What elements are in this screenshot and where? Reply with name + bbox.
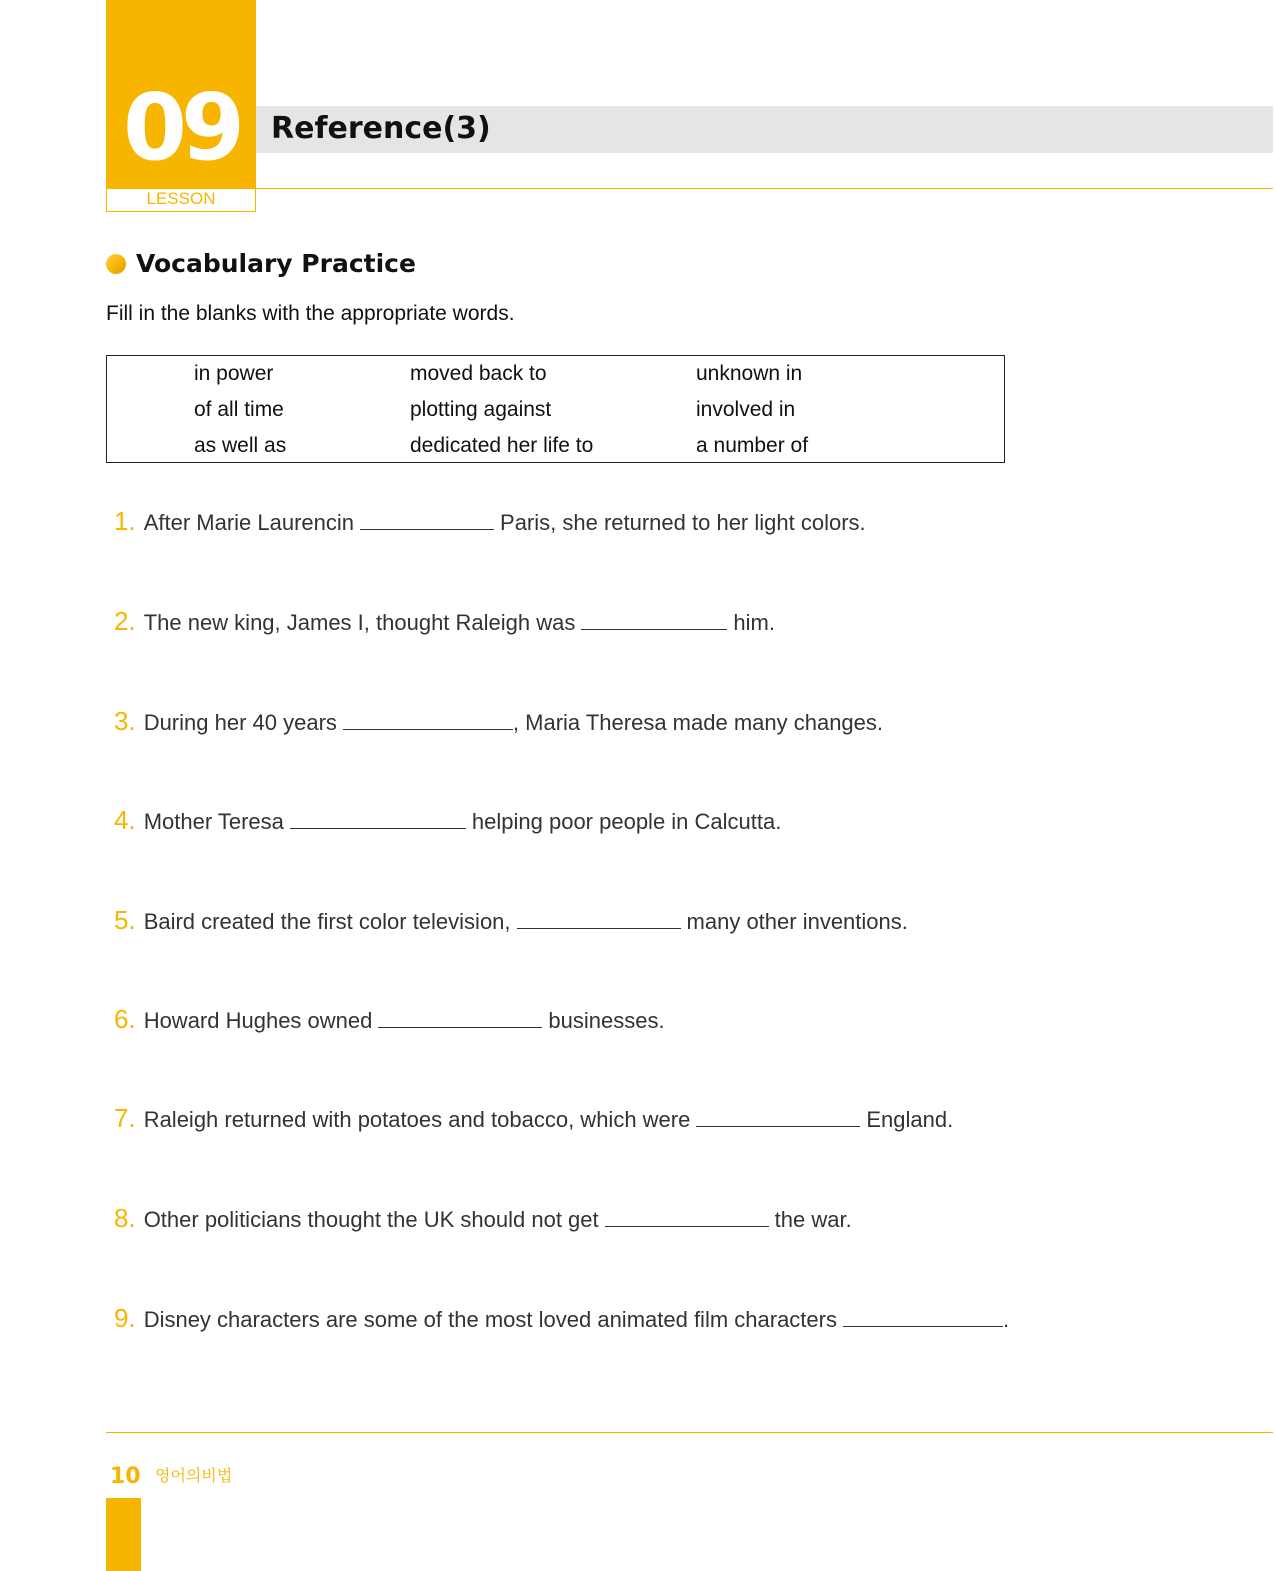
question-number: 8. (114, 1203, 136, 1233)
question-text-before: Other politicians thought the UK should not get (143, 1207, 599, 1232)
question-text-after: England. (866, 1107, 954, 1132)
footer-divider (106, 1432, 1273, 1433)
answer-blank[interactable] (290, 806, 466, 829)
question-text-after: Paris, she returned to her light colors. (500, 510, 866, 535)
answer-blank[interactable] (843, 1304, 1003, 1327)
answer-blank[interactable] (517, 906, 681, 929)
answer-blank[interactable] (696, 1104, 860, 1127)
question-5 (114, 905, 908, 937)
question-text-before: Disney characters are some of the most loved animated film characters (143, 1307, 837, 1332)
question-text-after: the war. (774, 1207, 852, 1232)
word-option: as well as (194, 434, 287, 457)
page-title: Reference(3) (271, 111, 491, 146)
question-number: 7. (114, 1103, 136, 1133)
question-3 (114, 706, 883, 738)
page-number: 10 (110, 1464, 141, 1489)
word-option: a number of (696, 434, 809, 457)
word-option: dedicated her life to (410, 434, 594, 457)
question-text-after: . (1002, 1307, 1010, 1332)
question-8 (114, 1203, 852, 1235)
answer-blank[interactable] (360, 507, 494, 530)
lesson-label: LESSON (146, 189, 216, 208)
question-6 (114, 1004, 665, 1036)
question-text-after: , Maria Theresa made many changes. (512, 710, 884, 735)
question-7 (114, 1103, 953, 1135)
question-text-after: helping poor people in Calcutta. (471, 809, 782, 834)
question-text-before: Howard Hughes owned (143, 1008, 373, 1033)
question-text-before: Mother Teresa (143, 809, 284, 834)
instruction-text: Fill in the blanks with the appropriate words. (106, 302, 515, 325)
question-number: 2. (114, 606, 136, 636)
word-option: in power (194, 362, 274, 385)
word-option: unknown in (696, 362, 803, 385)
section-heading: Vocabulary Practice (136, 249, 416, 278)
book-title: 영어의비법 (155, 1468, 233, 1485)
question-text-before: Raleigh returned with potatoes and tobacco, which were (143, 1107, 691, 1132)
question-number: 5. (114, 905, 136, 935)
question-4 (114, 805, 781, 837)
word-option: plotting against (410, 398, 552, 421)
question-text-before: The new king, James I, thought Raleigh was (143, 610, 576, 635)
title-divider (256, 188, 1273, 189)
question-1 (114, 506, 866, 538)
question-number: 9. (114, 1303, 136, 1333)
question-number: 3. (114, 706, 136, 736)
question-text-before: After Marie Laurencin (143, 510, 355, 535)
word-option: involved in (696, 398, 796, 421)
footer-tab (106, 1498, 141, 1571)
question-2 (114, 606, 775, 638)
question-text-before: Baird created the first color television, (143, 909, 511, 934)
lesson-number: 09 (122, 74, 240, 181)
question-number: 6. (114, 1004, 136, 1034)
question-9 (114, 1303, 1009, 1335)
word-option: of all time (194, 398, 284, 421)
bullet-icon (106, 254, 126, 274)
word-option: moved back to (410, 362, 547, 385)
answer-blank[interactable] (378, 1005, 542, 1028)
answer-blank[interactable] (605, 1204, 769, 1227)
question-number: 1. (114, 506, 136, 536)
answer-blank[interactable] (343, 707, 513, 730)
question-text-after: businesses. (548, 1008, 665, 1033)
question-text-after: him. (733, 610, 775, 635)
question-text-after: many other inventions. (686, 909, 908, 934)
question-text-before: During her 40 years (143, 710, 337, 735)
answer-blank[interactable] (581, 607, 727, 630)
question-number: 4. (114, 805, 136, 835)
